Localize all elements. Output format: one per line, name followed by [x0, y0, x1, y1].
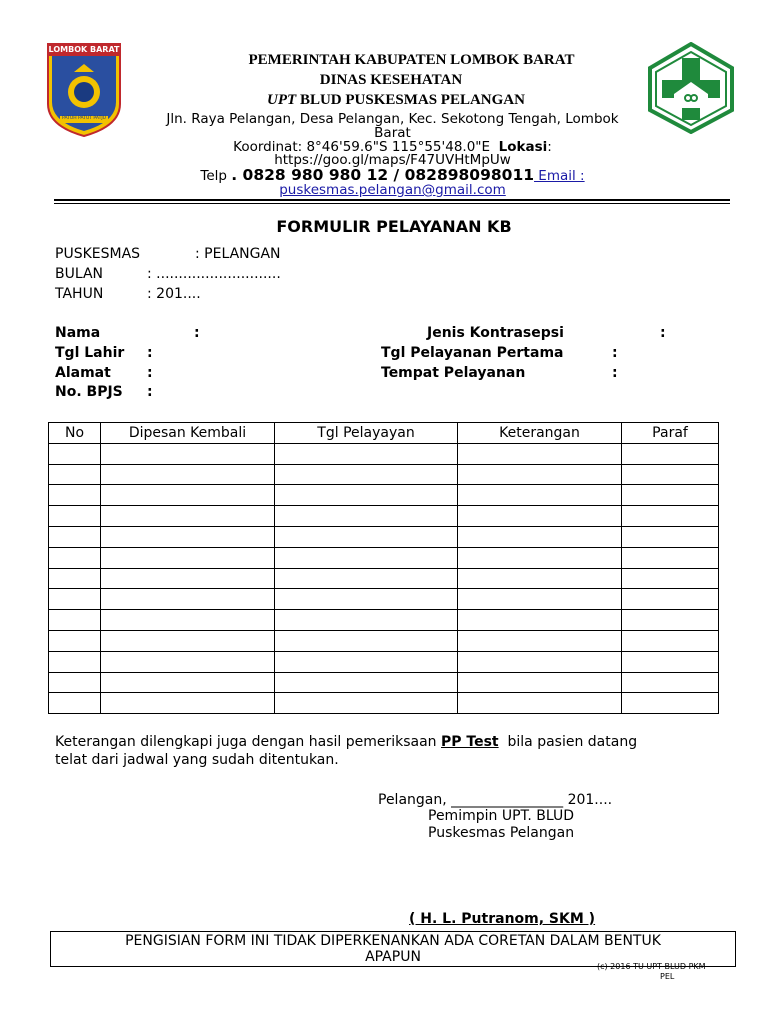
upt-italic: UPT: [267, 92, 297, 108]
table-cell[interactable]: [275, 610, 458, 631]
table-cell[interactable]: [275, 568, 458, 589]
table-cell[interactable]: [49, 485, 101, 506]
table-cell[interactable]: [101, 630, 275, 651]
table-cell[interactable]: [458, 443, 622, 464]
table-cell[interactable]: [275, 672, 458, 693]
note-part2: bila pasien datang: [498, 734, 638, 750]
table-cell[interactable]: [458, 526, 622, 547]
jenis-kontrasepsi-label: Jenis Kontrasepsi: [427, 325, 564, 341]
table-row: [49, 630, 719, 651]
puskesmas-label: PUSKESMAS: [55, 246, 141, 262]
table-row: [49, 547, 719, 568]
alamat-colon: :: [147, 365, 153, 381]
pp-test: PP Test: [441, 734, 499, 750]
table-cell[interactable]: [275, 485, 458, 506]
telp-numbers: . 0828 980 980 12 / 082898098011: [231, 166, 535, 184]
table-row: [49, 672, 719, 693]
table-cell[interactable]: [458, 485, 622, 506]
table-cell[interactable]: [622, 443, 719, 464]
table-cell[interactable]: [458, 568, 622, 589]
address-line2: Barat: [374, 125, 411, 141]
table-cell[interactable]: [101, 485, 275, 506]
table-cell[interactable]: [622, 526, 719, 547]
table-row: [49, 589, 719, 610]
table-header-row: [49, 423, 719, 444]
table-row: [49, 526, 719, 547]
col-tgl-header: Tgl Pelayayan: [275, 423, 458, 444]
table-row: [49, 443, 719, 464]
table-cell[interactable]: [101, 589, 275, 610]
table-row: [49, 485, 719, 506]
gov-title: PEMERINTAH KABUPATEN LOMBOK BARAT: [248, 52, 575, 68]
nama-label: Nama: [55, 325, 101, 341]
header-rule-thick: [54, 199, 730, 201]
table-cell[interactable]: [622, 485, 719, 506]
table-cell[interactable]: [49, 443, 101, 464]
copyright2: PEL: [660, 972, 675, 981]
table-cell[interactable]: [275, 693, 458, 714]
table-cell[interactable]: [49, 464, 101, 485]
table-cell[interactable]: [275, 506, 458, 527]
tahun-label: TAHUN: [55, 286, 104, 302]
signer-name: ( H. L. Putranom, SKM ): [409, 911, 596, 927]
lokasi-colon: :: [547, 139, 552, 155]
table-cell[interactable]: [622, 506, 719, 527]
table-cell[interactable]: [49, 672, 101, 693]
coord-text: Koordinat: 8°46'59.6"S 115°55'48.0"E: [233, 139, 491, 155]
table-row: [49, 693, 719, 714]
phone-email-line: [130, 168, 655, 183]
table-cell[interactable]: [275, 630, 458, 651]
table-cell[interactable]: [49, 547, 101, 568]
table-cell[interactable]: [101, 610, 275, 631]
table-cell[interactable]: [49, 651, 101, 672]
email-label[interactable]: Email :: [534, 168, 585, 184]
table-cell[interactable]: [49, 589, 101, 610]
table-cell[interactable]: [49, 568, 101, 589]
table-cell[interactable]: [49, 693, 101, 714]
table-row: [49, 610, 719, 631]
bpjs-label: No. BPJS: [55, 384, 123, 400]
warning-line2: APAPUN: [365, 949, 421, 965]
alamat-label: Alamat: [55, 365, 111, 381]
clinic-title: [24, 92, 768, 109]
table-cell[interactable]: [458, 589, 622, 610]
table-cell[interactable]: [49, 630, 101, 651]
bpjs-colon: :: [147, 384, 153, 400]
tgl-lahir-colon: :: [147, 345, 153, 361]
email-row: [130, 183, 655, 197]
col-dipesan-header: Dipesan Kembali: [101, 423, 275, 444]
bulan-value: : ............................: [147, 266, 281, 282]
table-cell[interactable]: [275, 547, 458, 568]
nama-colon: :: [194, 325, 200, 341]
table-cell[interactable]: [622, 693, 719, 714]
email-link[interactable]: puskesmas.pelangan@gmail.com: [279, 182, 506, 198]
map-link[interactable]: https://goo.gl/maps/F47UVHtMpUw: [274, 152, 511, 168]
note-part1: Keterangan dilengkapi juga dengan hasil pemeriksaan: [55, 734, 441, 750]
table-cell[interactable]: [275, 526, 458, 547]
bulan-label: BULAN: [55, 266, 104, 282]
table-cell[interactable]: [101, 693, 275, 714]
logo-motto-text: PATUH PATUT PATJU: [62, 116, 106, 121]
table-cell[interactable]: [622, 568, 719, 589]
table-cell[interactable]: [622, 672, 719, 693]
table-cell[interactable]: [49, 610, 101, 631]
col-paraf-header: Paraf: [622, 423, 719, 444]
form-title: FORMULIR PELAYANAN KB: [276, 217, 512, 236]
table-row: [49, 464, 719, 485]
place-date: Pelangan, ________________ 201....: [378, 792, 613, 808]
signer-role1: Pemimpin UPT. BLUD: [428, 808, 575, 824]
table-cell[interactable]: [622, 651, 719, 672]
service-table: [48, 422, 719, 714]
tgl-pelayanan-colon: :: [612, 345, 618, 361]
tgl-lahir-label: Tgl Lahir: [55, 345, 125, 361]
col-keterangan-header: Keterangan: [458, 423, 622, 444]
jenis-kontrasepsi-colon: :: [660, 325, 666, 341]
table-cell[interactable]: [101, 547, 275, 568]
table-cell[interactable]: [275, 589, 458, 610]
tempat-pelayanan-colon: :: [612, 365, 618, 381]
table-cell[interactable]: [275, 651, 458, 672]
table-cell[interactable]: [101, 568, 275, 589]
puskesmas-value: : PELANGAN: [195, 246, 281, 262]
table-cell[interactable]: [458, 610, 622, 631]
table-row: [49, 651, 719, 672]
table-cell[interactable]: [101, 443, 275, 464]
dept-title: DINAS KESEHATAN: [319, 72, 463, 88]
clinic-title-rest: BLUD PUSKESMAS PELANGAN: [296, 92, 525, 108]
table-cell[interactable]: [101, 672, 275, 693]
telp-label: Telp: [200, 168, 227, 184]
note-line1: [55, 734, 637, 750]
lokasi-label: Lokasi: [498, 139, 548, 155]
table-row: [49, 506, 719, 527]
table-cell[interactable]: [458, 506, 622, 527]
table-cell[interactable]: [101, 464, 275, 485]
table-cell[interactable]: [101, 526, 275, 547]
table-row: [49, 568, 719, 589]
table-cell[interactable]: [622, 589, 719, 610]
table-cell[interactable]: [49, 506, 101, 527]
table-cell[interactable]: [622, 547, 719, 568]
table-cell[interactable]: [458, 464, 622, 485]
table-cell[interactable]: [275, 464, 458, 485]
table-cell[interactable]: [622, 630, 719, 651]
col-no-header: No: [49, 423, 101, 444]
logo-banner-text: LOMBOK BARAT: [48, 45, 120, 54]
table-cell[interactable]: [458, 672, 622, 693]
table-cell[interactable]: [622, 464, 719, 485]
table-cell[interactable]: [458, 693, 622, 714]
signer-role2: Puskesmas Pelangan: [428, 825, 575, 841]
table-cell[interactable]: [622, 610, 719, 631]
table-cell[interactable]: [275, 443, 458, 464]
tahun-value: : 201....: [147, 286, 201, 302]
note-line2: telat dari jadwal yang sudah ditentukan.: [55, 752, 339, 768]
table-cell[interactable]: [458, 547, 622, 568]
table-cell[interactable]: [458, 630, 622, 651]
address-line1: Jln. Raya Pelangan, Desa Pelangan, Kec. Sekotong Tengah, Lombok: [166, 111, 619, 127]
tempat-pelayanan-label: Tempat Pelayanan: [381, 365, 526, 381]
warning-line1: PENGISIAN FORM INI TIDAK DIPERKENANKAN ADA CORETAN DALAM BENTUK: [125, 933, 661, 949]
tgl-pelayanan-label: Tgl Pelayanan Pertama: [381, 345, 564, 361]
table-cell[interactable]: [101, 651, 275, 672]
table-cell[interactable]: [458, 651, 622, 672]
header-rule-thin: [54, 203, 730, 204]
copyright1: (c) 2016 TU UPT BLUD PKM: [597, 962, 706, 971]
table-cell[interactable]: [101, 506, 275, 527]
table-cell[interactable]: [49, 526, 101, 547]
